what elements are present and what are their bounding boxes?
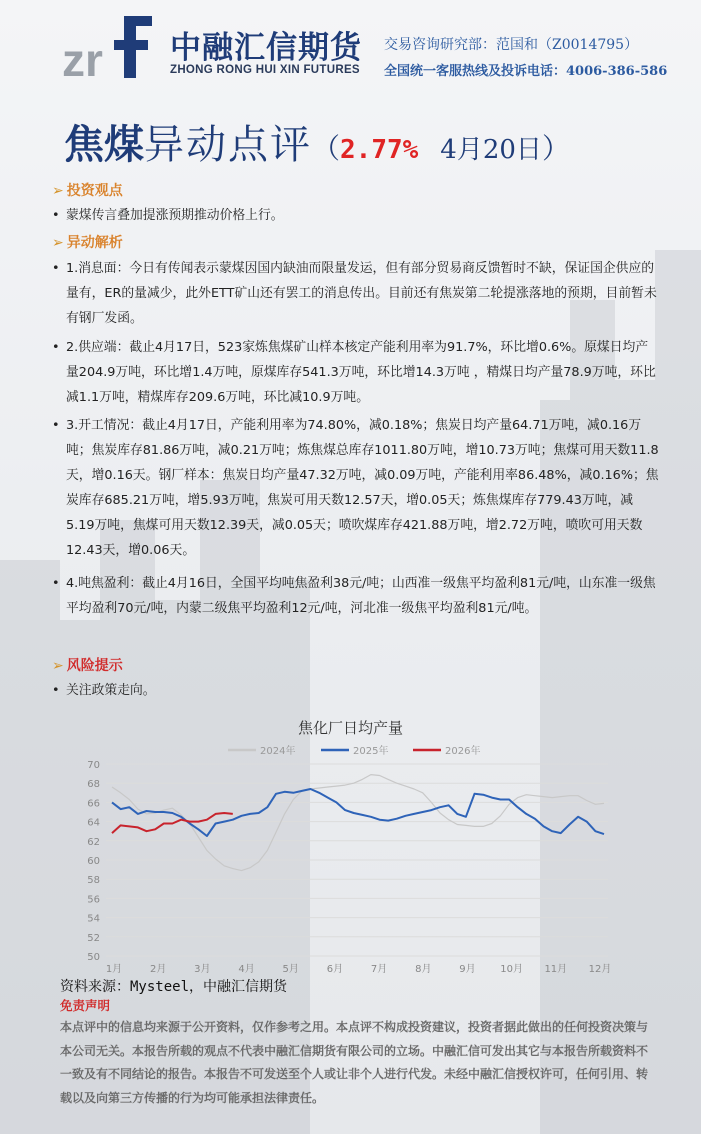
company-name-en: ZHONG RONG HUI XIN FUTURES — [170, 64, 360, 76]
list-item — [52, 571, 660, 621]
section-heading-risk: ➢ 风险提示 — [52, 658, 123, 674]
bullet-text: 4.吨焦盈利：截止4月16日，全国平均吨焦盈利38元/吨；山西准一级焦平均盈利81元/吨，山东准一级焦平均盈利70元/吨，内蒙二级焦平均盈利12元/吨，河北准一级焦平均盈利81元/吨。 — [66, 576, 656, 616]
bullet-icon: • — [52, 683, 60, 698]
report-title — [64, 113, 570, 170]
bullet-icon: • — [52, 576, 60, 591]
list-item — [52, 203, 660, 228]
y-tick-label: 54 — [87, 913, 100, 925]
y-tick-label: 64 — [87, 817, 100, 829]
arrow-icon: ➢ — [52, 235, 64, 251]
coke-output-line-chart — [78, 738, 618, 976]
y-tick-label: 52 — [87, 932, 100, 944]
bullet-icon: • — [52, 208, 60, 223]
list-item — [52, 413, 660, 563]
x-tick-label: 3月 — [194, 964, 211, 975]
arrow-icon: ➢ — [52, 658, 64, 674]
y-tick-label: 60 — [87, 856, 100, 867]
y-tick-label: 68 — [87, 779, 100, 791]
legend-label: 2024年 — [260, 746, 296, 757]
bullet-text: 蒙煤传言叠加提涨预期推动价格上行。 — [66, 208, 284, 223]
bullet-icon: • — [52, 261, 60, 276]
x-tick-label: 10月 — [500, 964, 524, 975]
section-heading-analysis: ➢ 异动解析 — [52, 235, 123, 251]
data-source: 资料来源：Mysteel，中融汇信期货 — [60, 979, 288, 995]
series-line — [112, 789, 604, 836]
list-item — [52, 335, 660, 410]
x-tick-label: 6月 — [326, 964, 344, 975]
arrow-icon: ➢ — [52, 183, 64, 199]
disclaimer-title: 免责声明 — [60, 998, 111, 1013]
list-item — [52, 678, 660, 703]
svg-text:zr: zr — [62, 34, 103, 80]
title-close-paren: ） — [541, 132, 570, 165]
x-tick-label: 4月 — [238, 964, 255, 975]
series-line — [112, 775, 604, 871]
y-tick-label: 70 — [87, 760, 100, 771]
x-tick-label: 8月 — [415, 964, 432, 975]
y-tick-label: 66 — [87, 798, 100, 810]
y-tick-label: 58 — [87, 875, 100, 887]
hotline-contact: 全国统一客服热线及投诉电话：4006-386-586 — [384, 64, 668, 79]
x-tick-label: 11月 — [544, 964, 568, 975]
y-tick-label: 62 — [87, 836, 100, 848]
title-date: 4月20日 — [440, 135, 542, 165]
title-subject: 异动点评 — [144, 122, 312, 168]
legend-label: 2025年 — [353, 746, 389, 757]
x-tick-label: 2月 — [149, 964, 167, 975]
x-tick-label: 1月 — [105, 964, 123, 975]
bullet-text: 关注政策走向。 — [66, 683, 156, 698]
report-header — [0, 0, 701, 95]
company-name-cn: 中融汇信期货 — [170, 30, 362, 65]
bullet-icon: • — [52, 418, 60, 433]
company-logo-mark — [62, 14, 154, 80]
bullet-icon: • — [52, 340, 60, 355]
title-product: 焦煤 — [64, 122, 144, 168]
analyst-contact: 交易咨询研究部：范国和（Z0014795） — [384, 37, 639, 53]
series-line — [112, 813, 233, 833]
bullet-text: 1.消息面：今日有传闻表示蒙煤因国内缺油而限量发运，但有部分贸易商反馈暂时不缺，保证国企供应的量有，ER的量减少，此外ETT矿山还有罢工的消息传出。目前还有焦炭第二轮提涨落地的预期，目前暂未有钢厂发函。 — [66, 261, 657, 326]
x-tick-label: 7月 — [370, 964, 388, 975]
title-open-paren: （ — [312, 132, 341, 165]
chart-title: 焦化厂日均产量 — [297, 719, 403, 737]
bullet-text: 3.开工情况：截止4月17日，产能利用率为74.80%，减0.18%；焦炭日均产量64.71万吨，减0.16万吨；焦炭库存81.86万吨，减0.21万吨；炼焦煤总库存1011.80万吨，增10.73万吨；焦煤可用天数11.8天，增0.16天。钢厂样本：焦炭日均产量47.32万吨，减0.09万吨，产能利用率86.48%，减0.16%；焦炭库存685.21万吨，增5.93万吨，焦炭可用天数12.57天，增0.05天；炼焦煤库存779.43万吨，减5.19万吨，焦煤可用天数12.39天，减0.05天；喷吹煤库存421.88万吨，增2.72万吨，喷吹可用天数12.43天，增0.06天。 — [66, 418, 659, 558]
x-tick-label: 5月 — [282, 964, 299, 975]
bullet-text: 2.供应端：截止4月17日，523家炼焦煤矿山样本核定产能利用率为91.7%，环比增0.6%。原煤日均产量204.9万吨，环比增1.4万吨，原煤库存541.3万吨，环比增14.3万吨 ，精煤日均产量78.9万吨，环比减1.1万吨，精煤库存209.6万吨，环比减10.9万吨。 — [66, 340, 656, 405]
disclaimer-body: 本点评中的信息均来源于公开资料，仅作参考之用。本点评不构成投资建议，投资者据此做出的任何投资决策与本公司无关。本报告所载的观点不代表中融汇信期货有限公司的立场。中融汇信可发出其它与本报告所载资料不一致及有不同结论的报告。本报告不可发送至个人或让非个人进行代发。未经中融汇信授权许可，任何引用、转载以及向第三方传播的行为均可能承担法律责任。 — [60, 1020, 649, 1105]
legend-label: 2026年 — [445, 746, 481, 757]
title-change-pct: 2.77% — [340, 135, 419, 165]
x-tick-label: 12月 — [588, 964, 612, 975]
y-tick-label: 56 — [87, 894, 100, 906]
x-tick-label: 9月 — [459, 964, 476, 975]
section-heading-view: ➢ 投资观点 — [52, 183, 123, 199]
y-tick-label: 50 — [87, 952, 100, 963]
list-item — [52, 256, 660, 331]
